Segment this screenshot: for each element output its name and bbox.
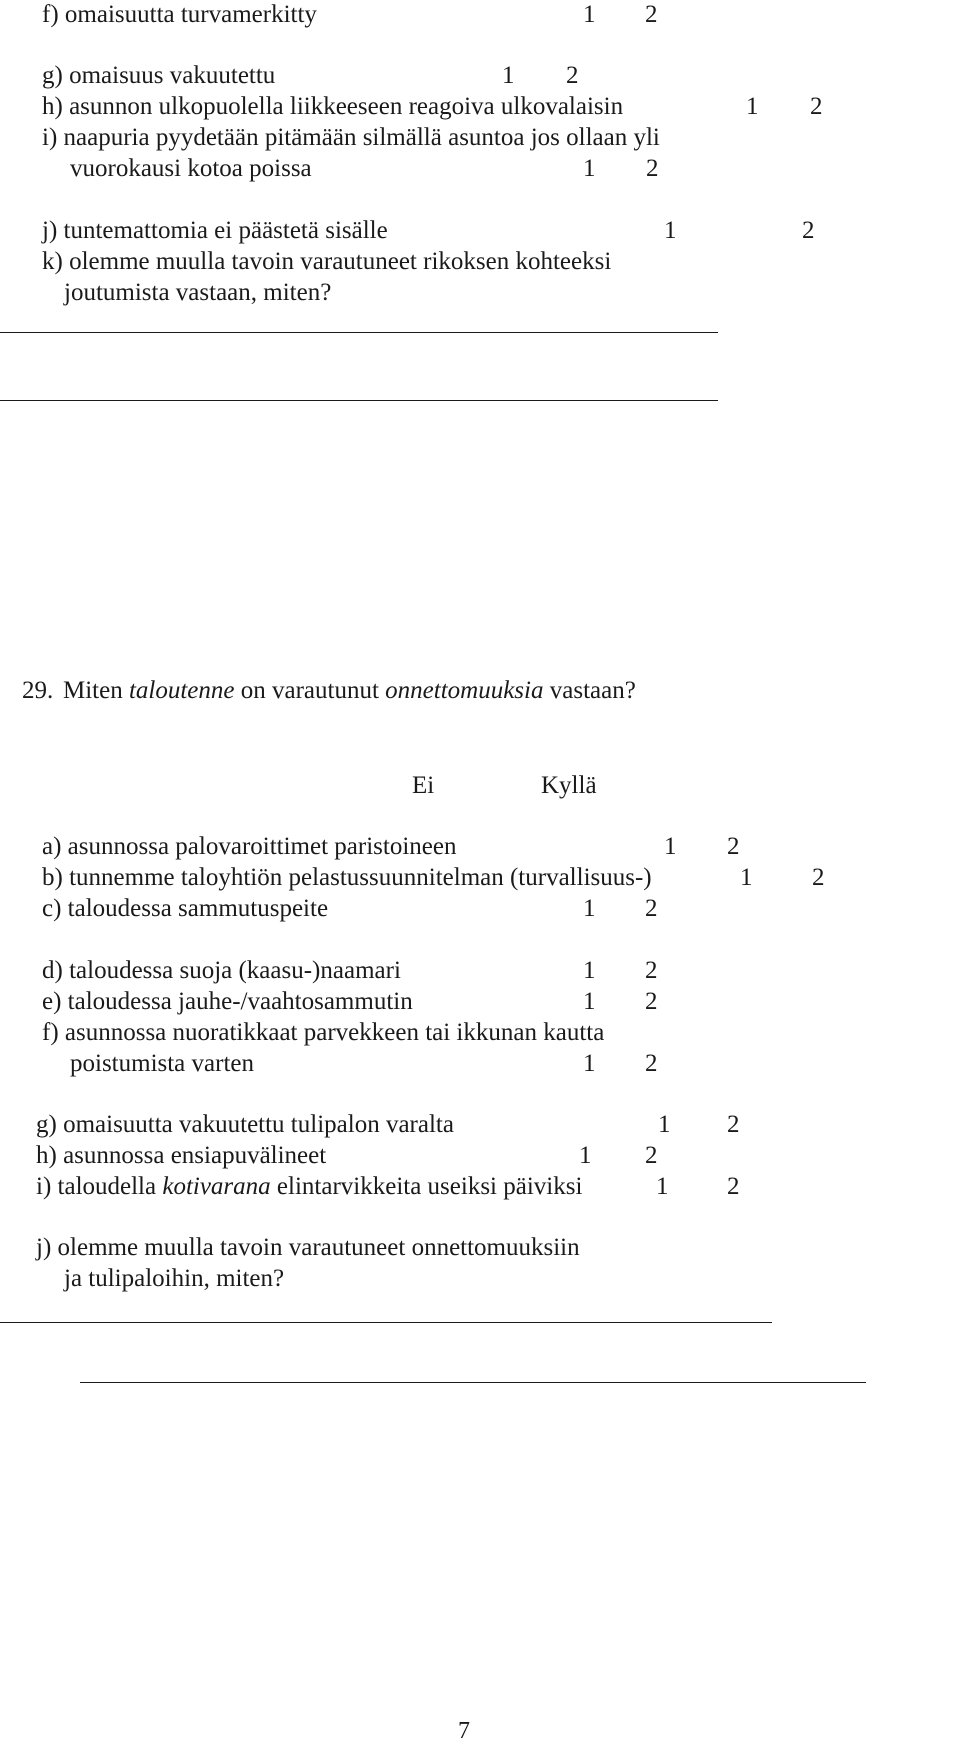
option-1[interactable]: 1 [658,1111,671,1138]
item-text: i) taloudella kotivarana elintarvikkeita useiksi päiviksi [36,1173,583,1200]
answer-line[interactable] [0,332,718,333]
option-2[interactable]: 2 [645,895,658,922]
item-text: b) tunnemme taloyhtiön pelastussuunnitelman (turvallisuus-) [42,864,652,891]
option-1[interactable]: 1 [583,957,596,984]
item-text-continuation: poistumista varten [70,1050,254,1077]
item-text: i) naapuria pyydetään pitämään silmällä asuntoa jos ollaan yli [42,124,660,151]
item-text-continuation: ja tulipaloihin, miten? [64,1265,285,1292]
item-text: g) omaisuus vakuutettu [42,62,276,89]
item-text-continuation: joutumista vastaan, miten? [64,279,332,306]
option-1[interactable]: 1 [583,895,596,922]
answer-line[interactable] [80,1382,866,1383]
item-text: f) omaisuutta turvamerkitty [42,1,317,28]
option-1[interactable]: 1 [664,833,677,860]
option-1[interactable]: 1 [664,217,677,244]
question-text: Miten taloutenne on varautunut onnettomuuksia vastaan? [63,677,636,704]
item-text: d) taloudessa suoja (kaasu-)naamari [42,957,401,984]
option-1[interactable]: 1 [583,988,596,1015]
item-text-continuation: vuorokausi kotoa poissa [70,155,312,182]
option-2[interactable]: 2 [645,1050,658,1077]
column-header-no: Ei [412,772,435,799]
page-number: 7 [458,1718,470,1744]
item-text: c) taloudessa sammutuspeite [42,895,329,922]
option-2[interactable]: 2 [645,1,658,28]
item-text: g) omaisuutta vakuutettu tulipalon varalta [36,1111,454,1138]
option-1[interactable]: 1 [583,1050,596,1077]
option-2[interactable]: 2 [645,1142,658,1169]
option-2[interactable]: 2 [727,833,740,860]
option-2[interactable]: 2 [727,1173,740,1200]
option-2[interactable]: 2 [727,1111,740,1138]
option-1[interactable]: 1 [579,1142,592,1169]
item-text: h) asunnon ulkopuolella liikkeeseen reagoiva ulkovalaisin [42,93,624,120]
option-2[interactable]: 2 [812,864,825,891]
answer-line[interactable] [0,400,718,401]
option-1[interactable]: 1 [583,1,596,28]
option-1[interactable]: 1 [583,155,596,182]
option-2[interactable]: 2 [645,957,658,984]
option-1[interactable]: 1 [656,1173,669,1200]
option-2[interactable]: 2 [646,155,659,182]
item-text: h) asunnossa ensiapuvälineet [36,1142,327,1169]
option-2[interactable]: 2 [802,217,815,244]
item-text: a) asunnossa palovaroittimet paristoineen [42,833,457,860]
item-text: j) tuntemattomia ei päästetä sisälle [42,217,388,244]
item-text: j) olemme muulla tavoin varautuneet onnettomuuksiin [36,1234,580,1261]
option-1[interactable]: 1 [746,93,759,120]
item-text: k) olemme muulla tavoin varautuneet rikoksen kohteeksi [42,248,612,275]
option-1[interactable]: 1 [740,864,753,891]
item-text: f) asunnossa nuoratikkaat parvekkeen tai ikkunan kautta [42,1019,605,1046]
option-1[interactable]: 1 [502,62,515,89]
item-text: e) taloudessa jauhe-/vaahtosammutin [42,988,413,1015]
option-2[interactable]: 2 [810,93,823,120]
answer-line[interactable] [0,1322,772,1323]
option-2[interactable]: 2 [645,988,658,1015]
option-2[interactable]: 2 [566,62,579,89]
question-number: 29. [22,677,54,704]
column-header-yes: Kyllä [541,772,597,799]
